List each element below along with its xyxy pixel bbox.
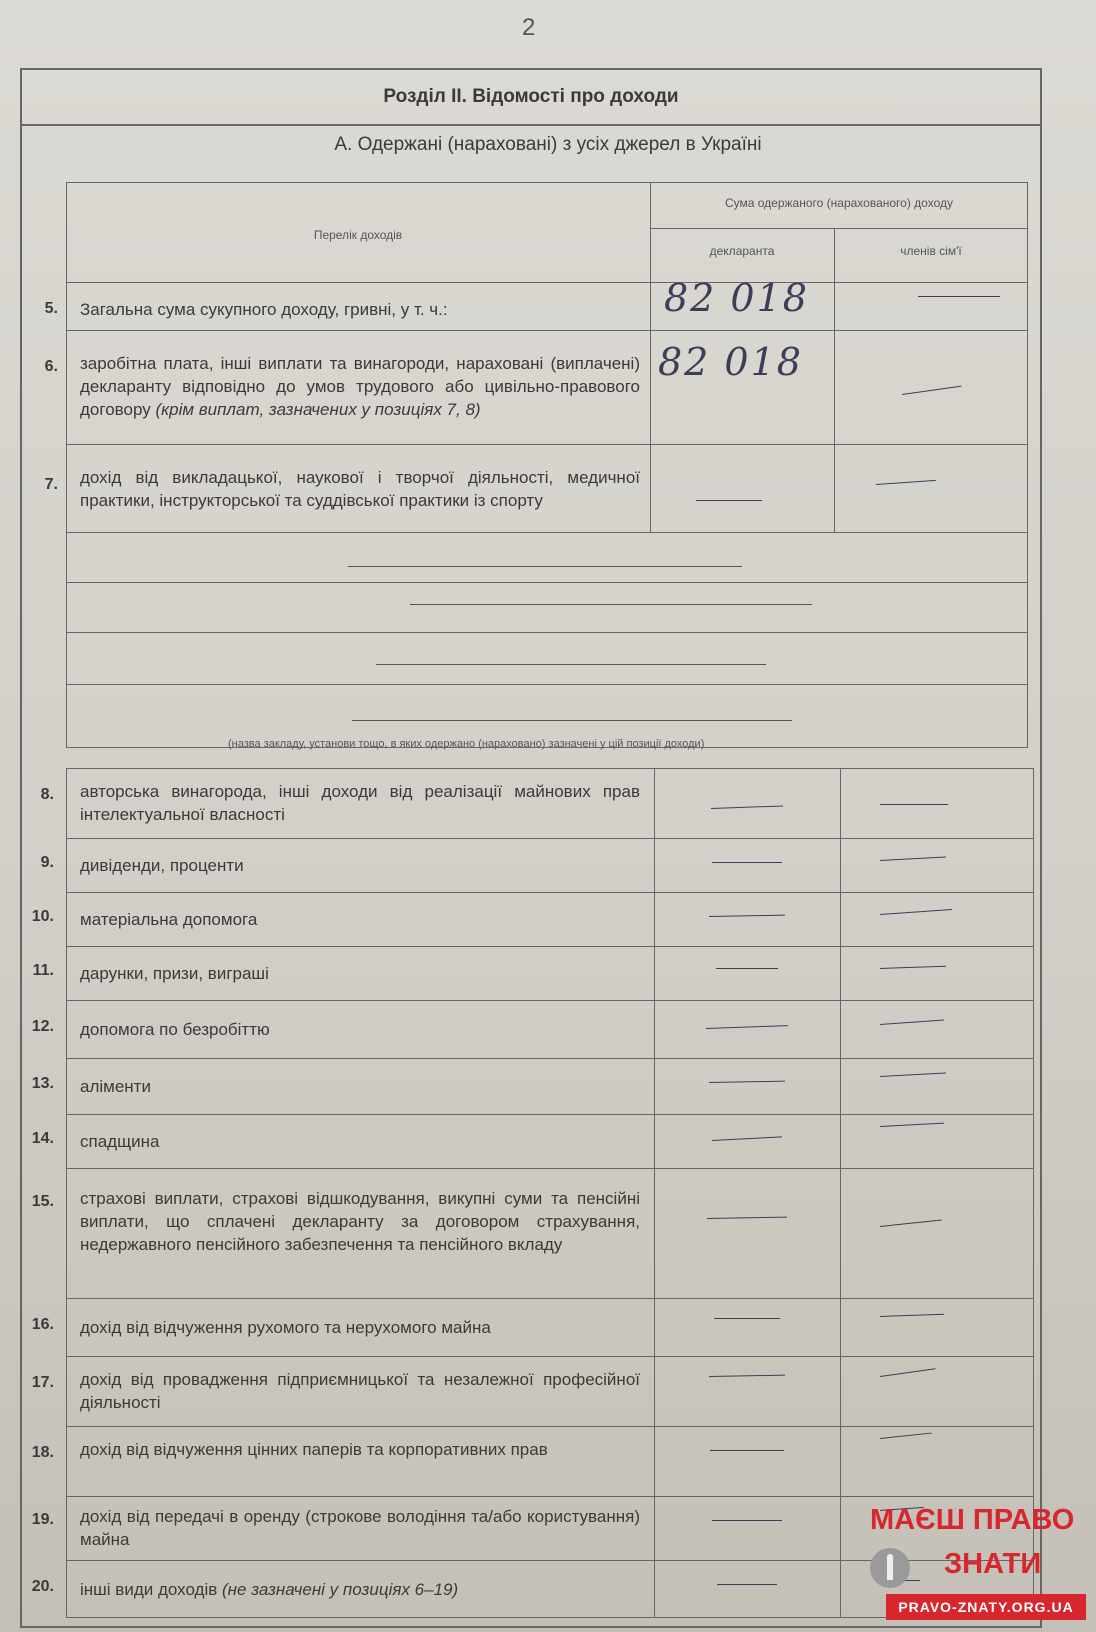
row-description — [80, 908, 640, 931]
watermark-title: МАЄШ ПРАВО — [870, 1504, 1075, 1536]
row-description-text: дохід від відчуження цінних паперів та корпоративних прав — [80, 1440, 548, 1459]
row-number: 6. — [44, 358, 58, 375]
row-description-text: авторська винагорода, інші доходи від реалізації майнових прав інтелектуальної власності — [80, 782, 640, 824]
section-title: Розділ ІІ. Відомості про доходи — [20, 70, 1042, 126]
row-number: 12. — [31, 1017, 54, 1035]
row-description — [80, 854, 640, 877]
row-description — [80, 1018, 640, 1041]
family-dash — [918, 296, 1000, 297]
row-description-note: (крім виплат, зазначених у позиціях 7, 8) — [155, 400, 481, 419]
row-description-text: матеріальна допомога — [80, 909, 258, 929]
row-number: 10. — [31, 907, 54, 925]
row-number: 9. — [40, 853, 54, 871]
site-watermark — [866, 1500, 1092, 1628]
declarant-dash — [696, 500, 762, 501]
row-description — [80, 1368, 640, 1414]
declarant-dash — [716, 968, 778, 969]
row-description: Загальна сума сукупного доходу, гривні, у т. ч.: — [80, 300, 448, 319]
row-description — [80, 962, 640, 985]
declarant-dash — [712, 862, 782, 863]
row-description-text: дохід від провадження підприємницької та незалежної професійної діяльності — [80, 1370, 640, 1412]
row-description-text: заробітна плата, інші виплати та винагороди, нараховані (виплачені) декларанту відповідно до умов трудового або цивільно-правового договору — [80, 354, 640, 419]
header-income-sum: Сума одержаного (нарахованого) доходу — [724, 196, 953, 210]
watermark-subtitle: ЗНАТИ — [944, 1548, 1042, 1580]
row-description-text: аліменти — [80, 1076, 151, 1096]
declarant-dash — [710, 1450, 784, 1451]
row-description: дохід від викладацької, наукової і творчої діяльності, медичної практики, інструкторської та суддівської практики із спорту — [80, 468, 640, 510]
institution-blank-line — [376, 664, 766, 665]
row-description — [80, 1438, 640, 1461]
row-description — [80, 1075, 640, 1098]
row-number: 16. — [31, 1315, 54, 1333]
header-family: членів сім'ї — [900, 244, 962, 258]
row-number: 18. — [31, 1444, 54, 1461]
institution-blank-line — [410, 604, 812, 605]
row-description-text: інші види доходів — [80, 1579, 218, 1599]
row-description — [80, 1578, 640, 1601]
row-description-text: спадщина — [80, 1131, 160, 1151]
declarant-dash — [714, 1318, 780, 1319]
row-description-text: дарунки, призи, виграші — [80, 963, 269, 983]
page-number: 2 — [522, 14, 536, 41]
info-icon — [870, 1548, 910, 1588]
subsection-title: А. Одержані (нараховані) з усіх джерел в Україні — [334, 134, 762, 155]
declarant-dash — [717, 1584, 777, 1585]
row-description — [80, 780, 640, 826]
header-income-list: Перелік доходів — [313, 228, 403, 242]
family-dash — [880, 804, 948, 805]
watermark-url: PRAVO-ZNATY.ORG.UA — [886, 1594, 1086, 1620]
declarant-dash — [712, 1520, 782, 1521]
row-description — [80, 1130, 640, 1153]
row-description-text: страхові виплати, страхові відшкодування, викупні суми та пенсійні виплати, що сплачені декларанту за договором страхування, недержавного пенсійного забезпечення та пенсійного вкладу — [80, 1189, 640, 1254]
row-description-text: допомога по безробіттю — [80, 1019, 270, 1039]
row-description-text: дивіденди, проценти — [80, 855, 244, 875]
row-number: 15. — [31, 1193, 54, 1210]
row-number: 20. — [31, 1577, 54, 1595]
institution-blank-line — [352, 720, 792, 721]
row-description-text: дохід від відчуження рухомого та нерухомого майна — [80, 1317, 491, 1337]
row-description — [80, 1187, 640, 1256]
row-description — [80, 352, 640, 421]
row-description — [80, 1505, 640, 1551]
declarant-amount: 82 018 — [658, 340, 803, 384]
row-number: 19. — [31, 1511, 54, 1528]
row-number: 7. — [44, 476, 58, 493]
row-number: 5. — [44, 300, 58, 317]
row-description-note: (не зазначені у позиціях 6–19) — [222, 1579, 459, 1599]
row-number: 14. — [31, 1129, 54, 1147]
row-description-text: дохід від передачі в оренду (строкове володіння та/або користування) майна — [80, 1507, 640, 1549]
row-description — [80, 1316, 640, 1339]
declarant-amount: 82 018 — [664, 276, 809, 320]
row-number: 8. — [40, 786, 54, 803]
institution-caption: (назва закладу, установи тощо, в яких одержано (нараховано) зазначені у цій позиції доходи) — [228, 738, 705, 750]
header-declarant: декларанта — [709, 244, 775, 258]
row-number: 17. — [31, 1374, 54, 1391]
row-number: 13. — [31, 1074, 54, 1092]
row-number: 11. — [32, 961, 54, 979]
institution-blank-line — [348, 566, 742, 567]
